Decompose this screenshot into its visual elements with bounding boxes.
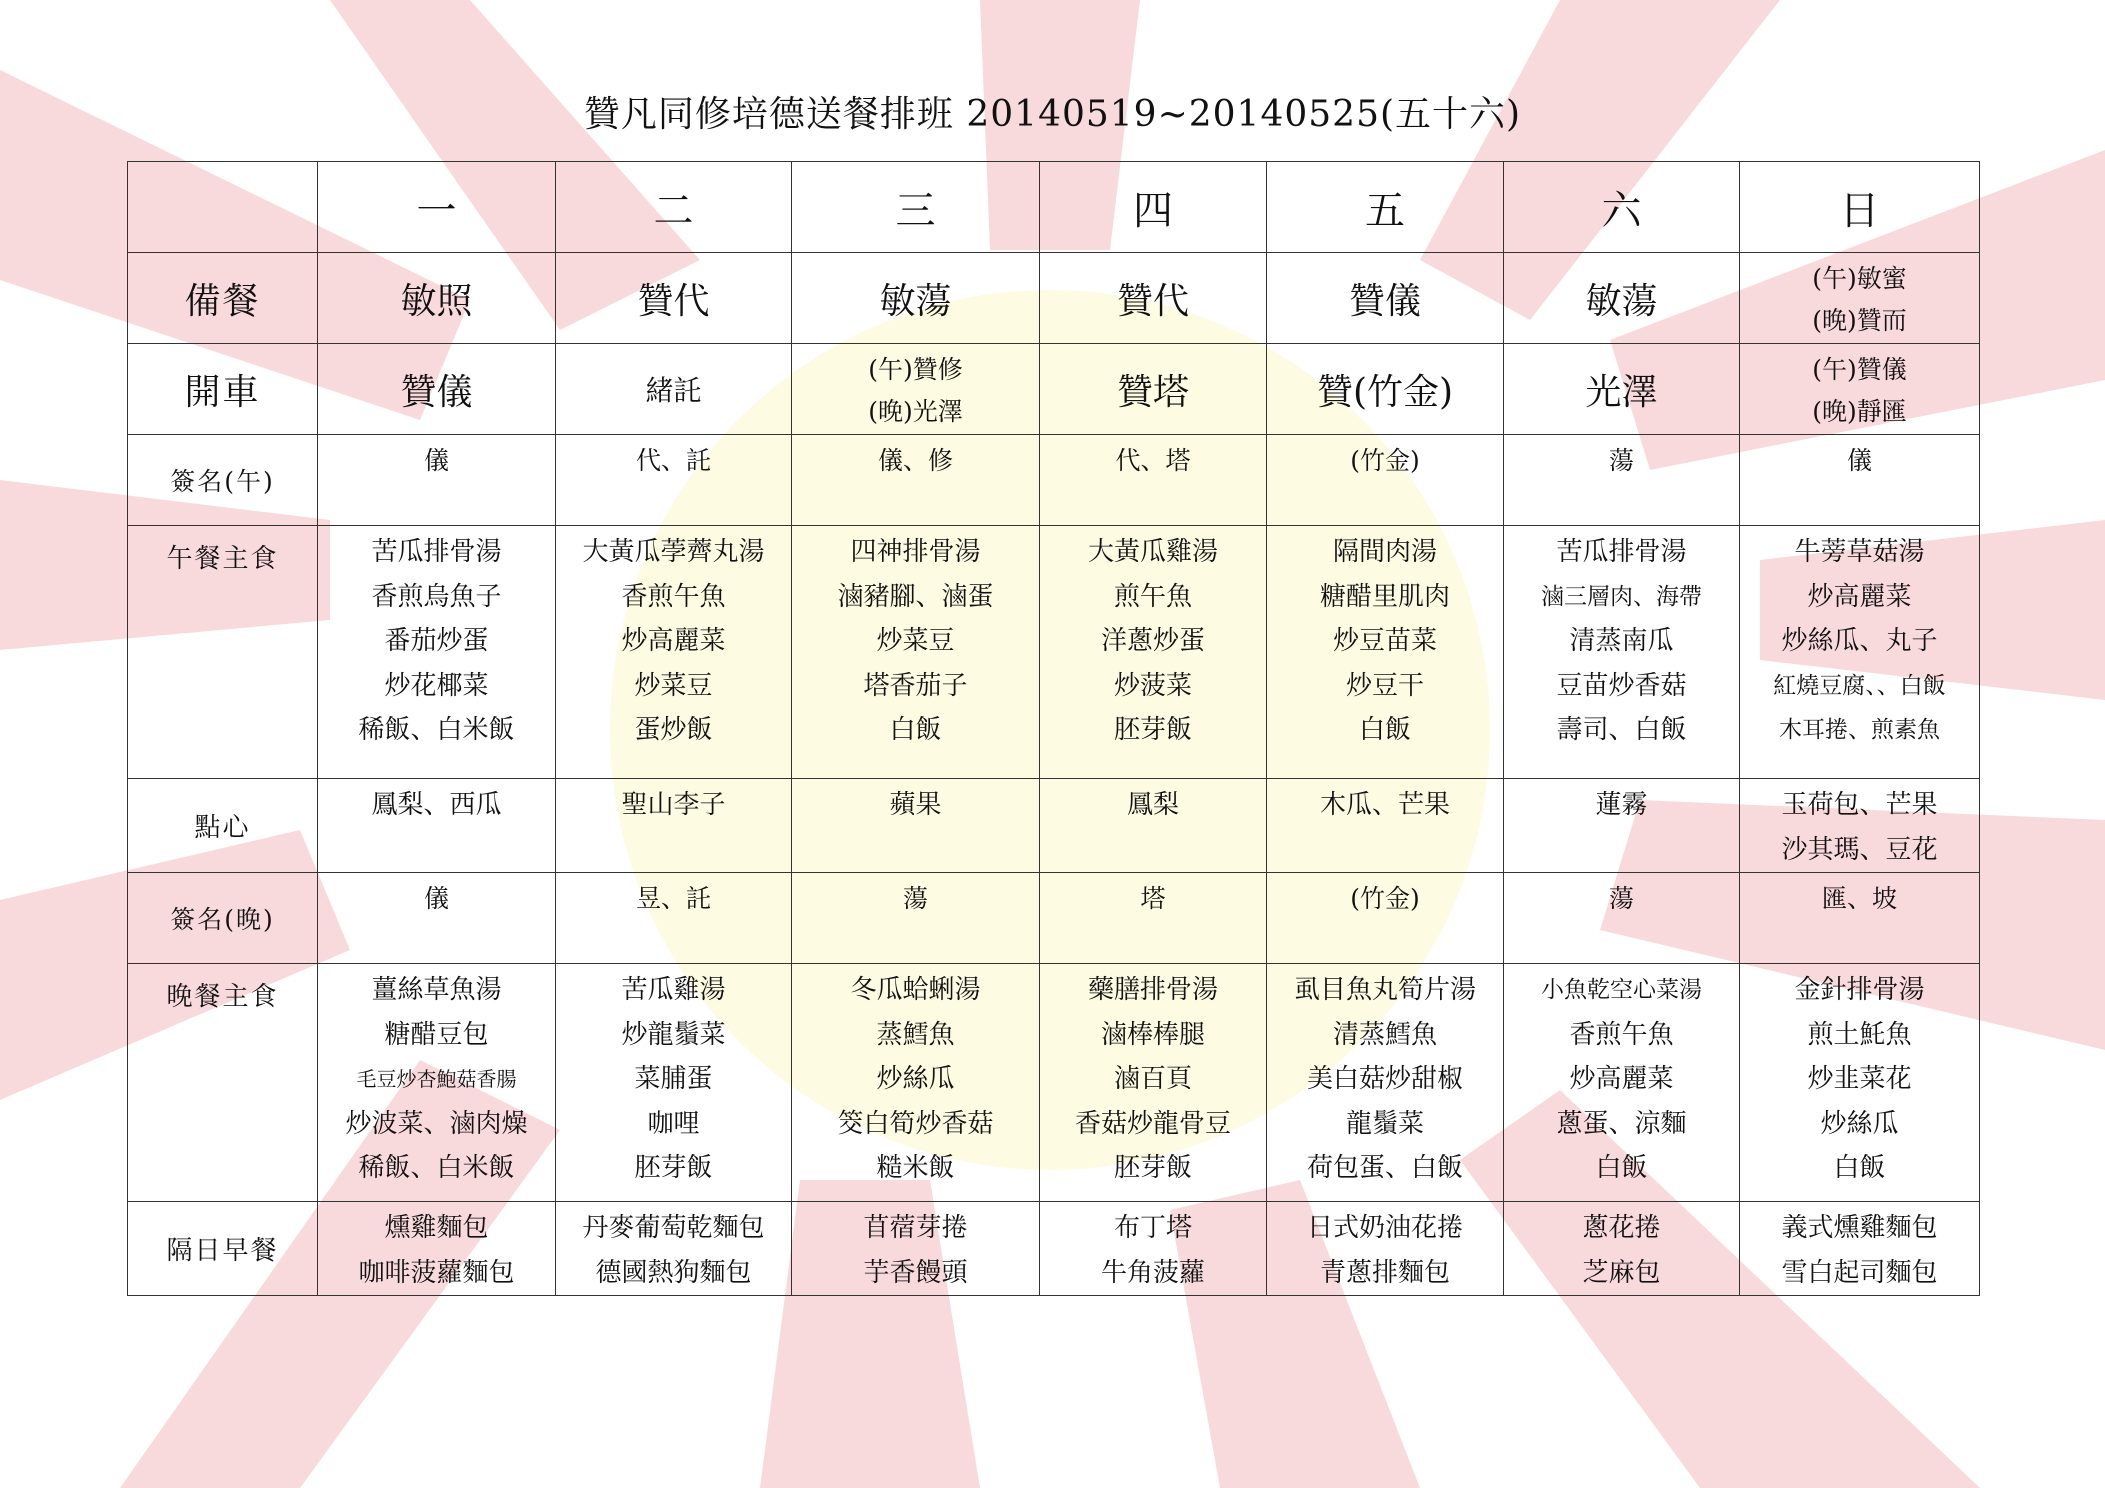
row-label: 簽名(午) <box>128 435 318 526</box>
schedule-cell <box>1040 253 1267 344</box>
row-label: 備餐 <box>128 253 318 344</box>
cell-line: 壽司、白飯 <box>1556 715 1687 745</box>
cell-line: 青蔥排麵包 <box>1319 1257 1450 1288</box>
cell-line: 滷百頁 <box>1113 1064 1192 1094</box>
cell-line: 白飯 <box>1833 1153 1886 1183</box>
sign-noon-row <box>128 435 1980 526</box>
cell-line: 金針排骨湯 <box>1794 975 1925 1005</box>
cell-line: 香煎烏魚子 <box>371 581 502 612</box>
schedule-cell <box>1740 253 1980 344</box>
cell-line: 丹麥葡萄乾麵包 <box>582 1213 765 1243</box>
schedule-cell <box>1740 779 1980 873</box>
cell-line: 芝麻包 <box>1582 1257 1661 1288</box>
cell-line: 白飯 <box>889 715 942 745</box>
cell-line: 贊儀 <box>400 371 473 413</box>
schedule-cell <box>1740 1202 1980 1296</box>
day-header: 四 <box>1040 162 1267 253</box>
cell-line: 胚芽飯 <box>1113 1153 1192 1183</box>
snack-row <box>128 779 1980 873</box>
schedule-cell <box>1740 964 1980 1202</box>
schedule-cell <box>1267 344 1504 435</box>
cell-line: 荷包蛋、白飯 <box>1306 1153 1463 1183</box>
schedule-cell <box>792 964 1040 1202</box>
cell-line: 鳳梨 <box>1126 790 1179 820</box>
schedule-cell <box>1504 435 1740 526</box>
cell-line: 炒花椰菜 <box>384 670 489 701</box>
cell-line: (午)贊儀 <box>1812 355 1907 384</box>
cell-line: 滷三層肉、海帶 <box>1541 583 1702 610</box>
cell-line: 牛蒡草菇湯 <box>1794 537 1925 567</box>
cell-line: 敏蕩 <box>879 280 952 322</box>
cell-line: 蘋果 <box>889 790 942 820</box>
schedule-cell <box>1740 526 1980 779</box>
cell-line: 炒高麗菜 <box>1807 581 1912 612</box>
schedule-cell <box>1267 1202 1504 1296</box>
cell-line: 雪白起司麵包 <box>1781 1257 1938 1288</box>
schedule-cell <box>1267 779 1504 873</box>
schedule-cell <box>556 344 792 435</box>
cell-line: 糖醋豆包 <box>384 1019 489 1050</box>
schedule-cell <box>1504 344 1740 435</box>
schedule-cell <box>1267 526 1504 779</box>
schedule-cell <box>1267 253 1504 344</box>
schedule-cell <box>1504 1202 1740 1296</box>
cell-line: 贊代 <box>637 280 710 322</box>
cell-line: 胚芽飯 <box>1113 715 1192 745</box>
cell-line: 煎午魚 <box>1113 581 1192 612</box>
dinner-row <box>128 964 1980 1202</box>
cell-line: 贊(竹金) <box>1316 371 1454 413</box>
schedule-cell <box>556 526 792 779</box>
cell-line: 蛋炒飯 <box>634 715 713 745</box>
schedule-cell <box>318 435 556 526</box>
cell-line: 炒韭菜花 <box>1807 1064 1912 1094</box>
cell-line: 炒菠菜 <box>1113 670 1192 701</box>
schedule-cell <box>1740 873 1980 964</box>
cell-line: 蔥花捲 <box>1582 1213 1661 1243</box>
cell-line: 光澤 <box>1585 371 1658 413</box>
schedule-cell <box>1504 526 1740 779</box>
cell-line: 苜蓿芽捲 <box>863 1213 968 1243</box>
row-label: 隔日早餐 <box>128 1202 318 1296</box>
cell-line: 聖山李子 <box>621 790 726 820</box>
cell-line: 龍鬚菜 <box>1345 1108 1424 1139</box>
cell-line: 藥膳排骨湯 <box>1087 975 1218 1005</box>
cell-line: 贊代 <box>1116 280 1189 322</box>
schedule-cell <box>318 253 556 344</box>
schedule-cell <box>1040 526 1267 779</box>
cell-line: 豆苗炒香菇 <box>1556 670 1687 701</box>
cell-line: 代、塔 <box>1115 446 1191 475</box>
cell-line: (晚)靜匯 <box>1812 397 1907 426</box>
cell-line: 蕩 <box>1608 446 1634 475</box>
cell-line: 蔥蛋、涼麵 <box>1556 1108 1687 1139</box>
breakfast-row <box>128 1202 1980 1296</box>
schedule-cell <box>1504 873 1740 964</box>
cell-line: 鳳梨、西瓜 <box>371 790 502 820</box>
cell-line: 咖哩 <box>647 1108 700 1139</box>
lunch-row <box>128 526 1980 779</box>
schedule-cell <box>1040 779 1267 873</box>
cell-line: 燻雞麵包 <box>384 1213 489 1243</box>
row-label: 簽名(晚) <box>128 873 318 964</box>
cell-line: 炒菜豆 <box>876 626 955 656</box>
cell-line: 義式燻雞麵包 <box>1781 1213 1938 1243</box>
cell-line: 炒絲瓜、丸子 <box>1781 626 1938 656</box>
schedule-cell <box>1040 964 1267 1202</box>
cell-line: 塔 <box>1140 884 1166 913</box>
day-header: 五 <box>1267 162 1504 253</box>
cell-line: 白飯 <box>1358 715 1411 745</box>
cell-line: 贊儀 <box>1348 280 1421 322</box>
schedule-cell <box>556 253 792 344</box>
schedule-cell <box>1040 435 1267 526</box>
schedule-cell <box>556 779 792 873</box>
cell-line: 匯、坡 <box>1821 884 1897 913</box>
schedule-cell <box>1267 873 1504 964</box>
schedule-cell <box>1267 964 1504 1202</box>
cell-line: 炒絲瓜 <box>1820 1108 1899 1139</box>
cell-line: 儀 <box>1846 446 1872 475</box>
cell-line: 咖啡菠蘿麵包 <box>358 1257 515 1288</box>
schedule-cell <box>556 964 792 1202</box>
schedule-cell <box>318 344 556 435</box>
cell-line: 緒託 <box>645 374 702 407</box>
cell-line: 稀飯、白米飯 <box>358 1153 515 1183</box>
cell-line: 毛豆炒杏鮑菇香腸 <box>356 1067 517 1091</box>
sign-night-row <box>128 873 1980 964</box>
schedule-cell <box>792 253 1040 344</box>
cell-line: (晚)光澤 <box>868 397 963 426</box>
cell-line: (竹金) <box>1350 884 1420 913</box>
cell-line: 糙米飯 <box>876 1153 955 1183</box>
row-label: 晚餐主食 <box>128 964 318 1202</box>
schedule-cell <box>792 526 1040 779</box>
cell-line: 清蒸南瓜 <box>1569 626 1674 656</box>
cell-line: 冬瓜蛤蜊湯 <box>850 975 981 1005</box>
cell-line: 滷棒棒腿 <box>1100 1019 1205 1050</box>
cell-line: 洋蔥炒蛋 <box>1100 626 1205 656</box>
schedule-cell <box>318 1202 556 1296</box>
cell-line: 大黃瓜雞湯 <box>1087 537 1218 567</box>
schedule-cell <box>1040 344 1267 435</box>
cell-line: 昱、託 <box>635 884 711 913</box>
page-title: 贊凡同修培德送餐排班 20140519~20140525(五十六) <box>583 94 1522 135</box>
schedule-cell <box>792 344 1040 435</box>
cell-line: 炒高麗菜 <box>621 626 726 656</box>
schedule-cell <box>1504 779 1740 873</box>
schedule-cell <box>1040 873 1267 964</box>
day-header: 二 <box>556 162 792 253</box>
schedule-cell <box>1504 964 1740 1202</box>
day-header: 一 <box>318 162 556 253</box>
cell-line: 四神排骨湯 <box>850 537 981 567</box>
schedule-cell <box>1040 1202 1267 1296</box>
cell-line: 日式奶油花捲 <box>1306 1213 1463 1243</box>
cell-line: 白飯 <box>1595 1153 1648 1183</box>
cell-line: 菜脯蛋 <box>634 1064 713 1094</box>
day-header: 六 <box>1504 162 1740 253</box>
schedule-cell <box>792 779 1040 873</box>
cell-line: 儀 <box>423 446 449 475</box>
cell-line: 煎土魠魚 <box>1807 1019 1912 1050</box>
cell-line: 炒龍鬚菜 <box>621 1019 726 1050</box>
cell-line: 胚芽飯 <box>634 1153 713 1183</box>
drive-row <box>128 344 1980 435</box>
cell-line: 木耳捲、煎素魚 <box>1779 717 1940 743</box>
row-label: 午餐主食 <box>128 526 318 779</box>
schedule-cell <box>1267 435 1504 526</box>
cell-line: (竹金) <box>1350 446 1420 475</box>
schedule-cell <box>318 779 556 873</box>
corner-cell <box>128 162 318 253</box>
schedule-cell <box>556 873 792 964</box>
cell-line: 炒菜豆 <box>634 670 713 701</box>
cell-line: 代、託 <box>635 446 711 475</box>
cell-line: 布丁塔 <box>1113 1213 1192 1243</box>
schedule-cell <box>318 526 556 779</box>
cell-line: 香煎午魚 <box>1569 1019 1674 1050</box>
cell-line: 番茄炒蛋 <box>384 626 489 656</box>
cell-line: 苦瓜雞湯 <box>621 975 726 1005</box>
day-header: 三 <box>792 162 1040 253</box>
cell-line: (晚)贊而 <box>1812 306 1907 335</box>
cell-line: 德國熱狗麵包 <box>595 1257 752 1288</box>
cell-line: 炒絲瓜 <box>876 1064 955 1094</box>
cell-line: 清蒸鱈魚 <box>1332 1019 1437 1050</box>
cell-line: 隔間肉湯 <box>1332 537 1437 567</box>
cell-line: 牛角菠蘿 <box>1100 1257 1205 1288</box>
cell-line: 贊塔 <box>1116 371 1189 413</box>
cell-line: 蕩 <box>1608 884 1634 913</box>
cell-line: 木瓜、芒果 <box>1319 790 1450 820</box>
schedule-cell <box>1740 435 1980 526</box>
cell-line: 香菇炒龍骨豆 <box>1074 1108 1231 1139</box>
cell-line: 塔香茄子 <box>863 670 968 701</box>
row-label: 點心 <box>128 779 318 873</box>
cell-line: 蓮霧 <box>1595 790 1648 820</box>
cell-line: 炒豆干 <box>1345 670 1424 701</box>
cell-line: 儀 <box>423 884 449 913</box>
cell-line: 炒高麗菜 <box>1569 1064 1674 1094</box>
cell-line: 虱目魚丸筍片湯 <box>1293 975 1476 1005</box>
cell-line: 炒豆苗菜 <box>1332 626 1437 656</box>
cell-line: 苦瓜排骨湯 <box>371 537 502 567</box>
cell-line: 苦瓜排骨湯 <box>1556 537 1687 567</box>
row-label: 開車 <box>128 344 318 435</box>
schedule-cell <box>1504 253 1740 344</box>
cell-line: 炒波菜、滷肉燥 <box>345 1108 528 1139</box>
cell-line: 蕩 <box>902 884 928 913</box>
schedule-cell <box>556 435 792 526</box>
schedule-cell <box>1740 344 1980 435</box>
prep-row <box>128 253 1980 344</box>
cell-line: (午)敏蜜 <box>1812 264 1907 293</box>
schedule-cell <box>792 1202 1040 1296</box>
cell-line: 糖醋里肌肉 <box>1319 581 1450 612</box>
cell-line: 筊白筍炒香菇 <box>837 1108 994 1139</box>
cell-line: 敏照 <box>400 280 473 322</box>
cell-line: 玉荷包、芒果 <box>1781 790 1938 820</box>
schedule-cell <box>318 873 556 964</box>
cell-line: 敏蕩 <box>1585 280 1658 322</box>
schedule-cell <box>792 435 1040 526</box>
schedule-cell <box>318 964 556 1202</box>
cell-line: 稀飯、白米飯 <box>358 715 515 745</box>
header-row <box>128 162 1980 253</box>
meal-schedule-table <box>127 161 1980 1296</box>
cell-line: 美白菇炒甜椒 <box>1306 1064 1463 1094</box>
cell-line: 沙其瑪、豆花 <box>1781 834 1938 865</box>
cell-line: 大黃瓜荸薺丸湯 <box>582 537 765 567</box>
day-header: 日 <box>1740 162 1980 253</box>
cell-line: 滷豬腳、滷蛋 <box>837 581 994 612</box>
cell-line: 芋香饅頭 <box>863 1257 968 1288</box>
cell-line: 薑絲草魚湯 <box>371 975 502 1005</box>
cell-line: 儀、修 <box>877 446 953 475</box>
cell-line: 蒸鱈魚 <box>876 1019 955 1050</box>
cell-line: 小魚乾空心菜湯 <box>1541 977 1702 1003</box>
schedule-cell <box>792 873 1040 964</box>
cell-line: 紅燒豆腐、、白飯 <box>1773 672 1946 699</box>
cell-line: (午)贊修 <box>868 355 963 384</box>
schedule-cell <box>556 1202 792 1296</box>
cell-line: 香煎午魚 <box>621 581 726 612</box>
